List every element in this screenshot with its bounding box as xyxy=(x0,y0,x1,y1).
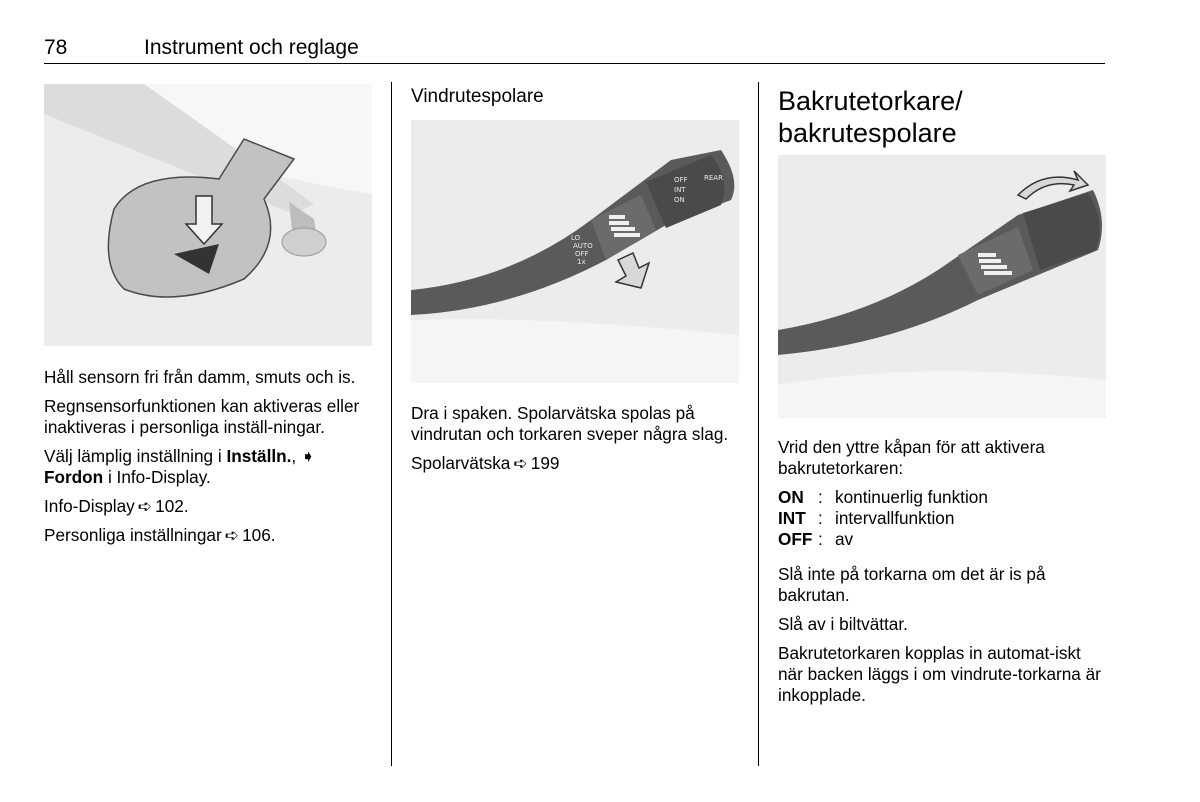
reverse-gear-text: Bakrutetorkaren kopplas in automat-iskt när backen läggs i om vindrute-torkarna är inkopplade. xyxy=(778,643,1101,705)
definition-row xyxy=(778,529,1108,550)
personal-settings-ref-text: Personliga inställningar xyxy=(44,525,222,545)
rain-sensor-figure xyxy=(44,84,372,346)
page-reference-icon: ➪ xyxy=(137,496,153,516)
column-divider-left xyxy=(391,82,392,766)
definition-row xyxy=(778,487,1108,508)
definition-separator: : xyxy=(818,529,823,549)
settings-path-prefix: Välj lämplig inställning i xyxy=(44,446,227,466)
settings-path-suffix: i Info-Display. xyxy=(103,467,211,487)
info-display-ref[interactable] xyxy=(44,496,374,517)
washer-fluid-ref[interactable] xyxy=(411,453,751,474)
rain-sensor-settings-text: Regnsensorfunktionen kan aktiveras eller inaktiveras i personliga inställ-ningar. xyxy=(44,396,360,437)
washer-fluid-ref-page: 199 xyxy=(530,453,560,473)
vehicle-menu-label: Fordon xyxy=(44,467,104,487)
sensor-instruction: Håll sensorn fri från damm, smuts och is. xyxy=(44,367,356,387)
washer-instruction: Dra i spaken. Spolarvätska spolas på vindrutan och torkaren sveper några slag. xyxy=(411,403,729,444)
rear-wiper-lever-illustration xyxy=(778,155,1106,418)
wiper-lever-illustration xyxy=(411,120,739,383)
car-wash-text: Slå av i biltvättar. xyxy=(778,614,908,634)
rear-wiper-heading xyxy=(778,85,1108,149)
rear-wiper-intro: Vrid den yttre kåpan för att aktivera bakrutetorkaren: xyxy=(778,437,1045,478)
personal-settings-ref-page: 106. xyxy=(242,525,276,545)
section-title: Instrument och reglage xyxy=(144,36,359,59)
page-number: 78 xyxy=(44,36,68,59)
definition-description: kontinuerlig funktion xyxy=(835,487,988,507)
ring-label-on: ON xyxy=(674,196,685,204)
settings-path-text xyxy=(44,446,374,488)
lever-label-off: OFF xyxy=(575,250,589,258)
rear-wiper-heading-line1: Bakrutetorkare/ xyxy=(778,86,963,116)
definition-description: intervallfunktion xyxy=(835,508,955,528)
personal-settings-ref[interactable] xyxy=(44,525,374,546)
middle-column-text xyxy=(411,403,751,482)
right-column-text xyxy=(778,437,1108,714)
lever-label-lo: LO xyxy=(571,234,581,242)
rear-wiper-heading-line2: bakrutespolare xyxy=(778,118,957,148)
settings-path-separator: , xyxy=(291,446,301,466)
menu-arrow-icon: ➧ xyxy=(300,446,316,466)
definition-term: INT xyxy=(778,508,806,528)
settings-menu-label: Inställn. xyxy=(226,446,292,466)
page-reference-icon: ➪ xyxy=(513,453,528,473)
lever-label-1x: 1x xyxy=(577,258,586,266)
rear-wiper-figure xyxy=(778,155,1106,418)
definition-description: av xyxy=(835,529,854,549)
page-reference-icon: ➪ xyxy=(224,525,240,545)
definition-term: ON xyxy=(778,487,804,507)
ring-label-off: OFF xyxy=(674,176,688,184)
definition-separator: : xyxy=(818,508,823,528)
definition-row xyxy=(778,508,1108,529)
lever-label-rear: REAR xyxy=(704,174,723,182)
rain-sensor-illustration xyxy=(44,84,372,346)
washer-fluid-ref-text: Spolarvätska xyxy=(411,453,511,473)
windscreen-washer-figure xyxy=(411,120,739,383)
lever-label-auto: AUTO xyxy=(573,242,593,250)
info-display-ref-text: Info-Display xyxy=(44,496,135,516)
definition-term: OFF xyxy=(778,529,813,549)
windscreen-washer-heading: Vindrutespolare xyxy=(411,86,544,107)
info-display-ref-page: 102. xyxy=(155,496,189,516)
definition-separator: : xyxy=(818,487,823,507)
ring-label-int: INT xyxy=(674,186,686,194)
column-divider-right xyxy=(758,82,759,766)
mode-definitions xyxy=(778,487,1108,550)
header-rule xyxy=(44,63,1105,64)
ice-warning-text: Slå inte på torkarna om det är is på bakrutan. xyxy=(778,564,1046,605)
left-column-text xyxy=(44,367,374,554)
